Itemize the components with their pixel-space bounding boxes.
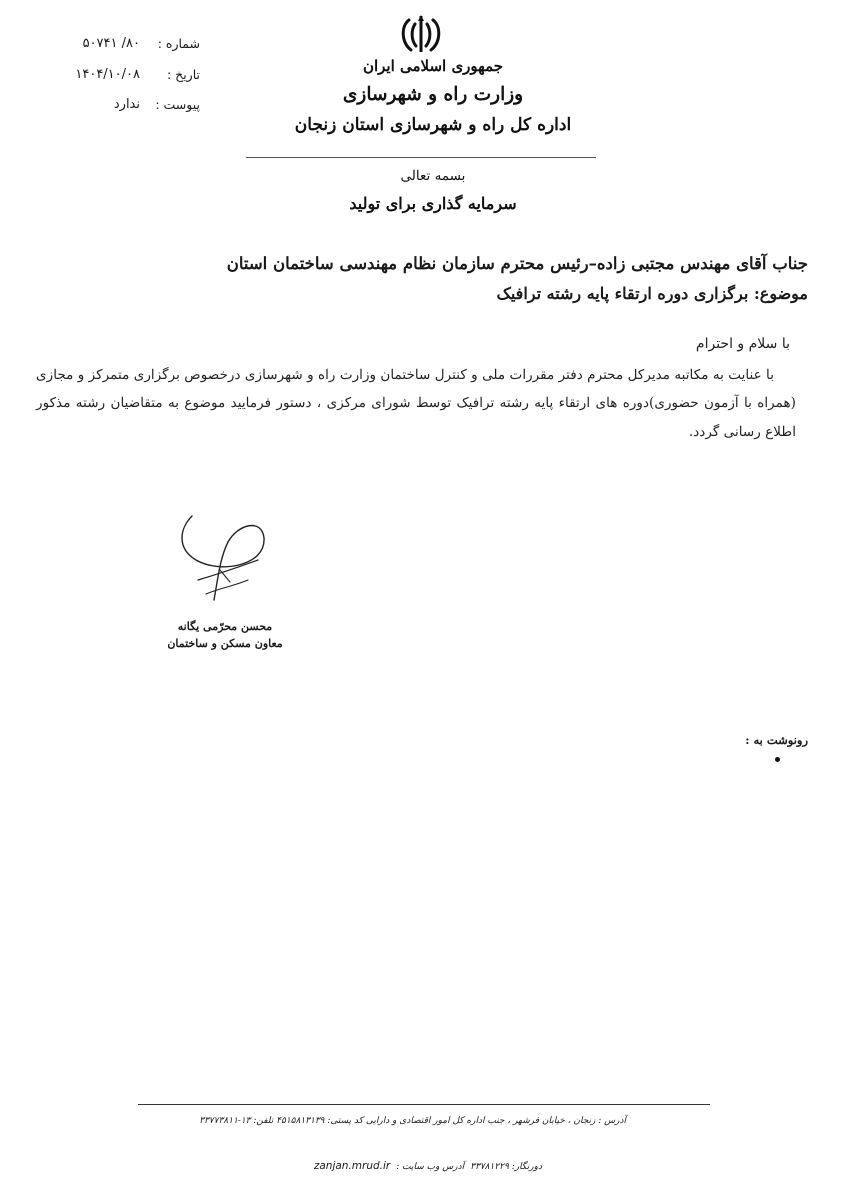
signatory-name: محسن محرّمی یگانه — [177, 620, 273, 633]
greeting: با سلام و احترام — [695, 336, 790, 352]
letter-attachment-label: پیوست : — [155, 97, 200, 112]
footer-divider — [138, 1104, 710, 1105]
footer-website-label: آدرس وب سایت : — [396, 1162, 465, 1172]
country-name: جمهوری اسلامی ایران — [362, 57, 504, 75]
letter-number-value: ۸۰/ ۵۰۷۴۱ — [82, 36, 140, 51]
iran-emblem-icon — [398, 14, 444, 54]
body-paragraph: با عنایت به مکاتبه مدیرکل محترم دفتر مقررات ملی و کنترل ساختمان وزارت راه و شهرسازی درخصوص برگزاری متمرکز و مجازی (همراه با آزمون حضوری)دوره های ارتقاء پایه رشته ترافیک توسط شورای مرکزی ، دستور فرمایید موضوع به متقاضیان رشته مذکور اطلاع رسانی گردد. — [36, 367, 796, 440]
slogan: سرمایه گذاری برای تولید — [349, 194, 517, 213]
header-divider — [246, 157, 596, 158]
ministry-name: وزارت راه و شهرسازی — [342, 84, 524, 105]
recipient-line: جناب آقای مهندس مجتبی زاده–رئیس محترم سازمان نظام مهندسی ساختمان استان — [226, 254, 808, 273]
letter-number-row — [30, 36, 200, 51]
footer-website-link[interactable]: zanjan.mrud.ir — [313, 1160, 391, 1172]
signature-image — [168, 508, 278, 614]
letter-date-value: ۱۴۰۴/۱۰/۰۸ — [75, 67, 140, 82]
signatory-title: معاون مسکن و ساختمان — [167, 637, 283, 650]
department-name: اداره کل راه و شهرسازی استان زنجان — [294, 115, 572, 135]
footer-fax: دورنگار: ۳۳۷۸۱۲۲۹ — [470, 1162, 542, 1172]
letter-number-label: شماره : — [157, 36, 200, 51]
letter-attachment-value: ندارد — [113, 97, 140, 112]
cc-bullet-icon — [775, 757, 780, 762]
cc-label: رونوشت به : — [745, 733, 808, 747]
invocation: بسمه تعالی — [400, 168, 466, 184]
footer-contact — [314, 1160, 542, 1172]
footer-address: آدرس : زنجان ، خیابان فرشهر ، جنب اداره کل امور اقتصادی و دارایی کد پستی: ۴۵۱۵۸۱۳۱۳۹ تلفن: ۱۳-۳۳۷۷۳۸۱۱ — [199, 1116, 626, 1126]
letter-date-label: تاریخ : — [166, 67, 200, 82]
subject-line: موضوع: برگزاری دوره ارتقاء پایه رشته ترافیک — [496, 284, 808, 303]
